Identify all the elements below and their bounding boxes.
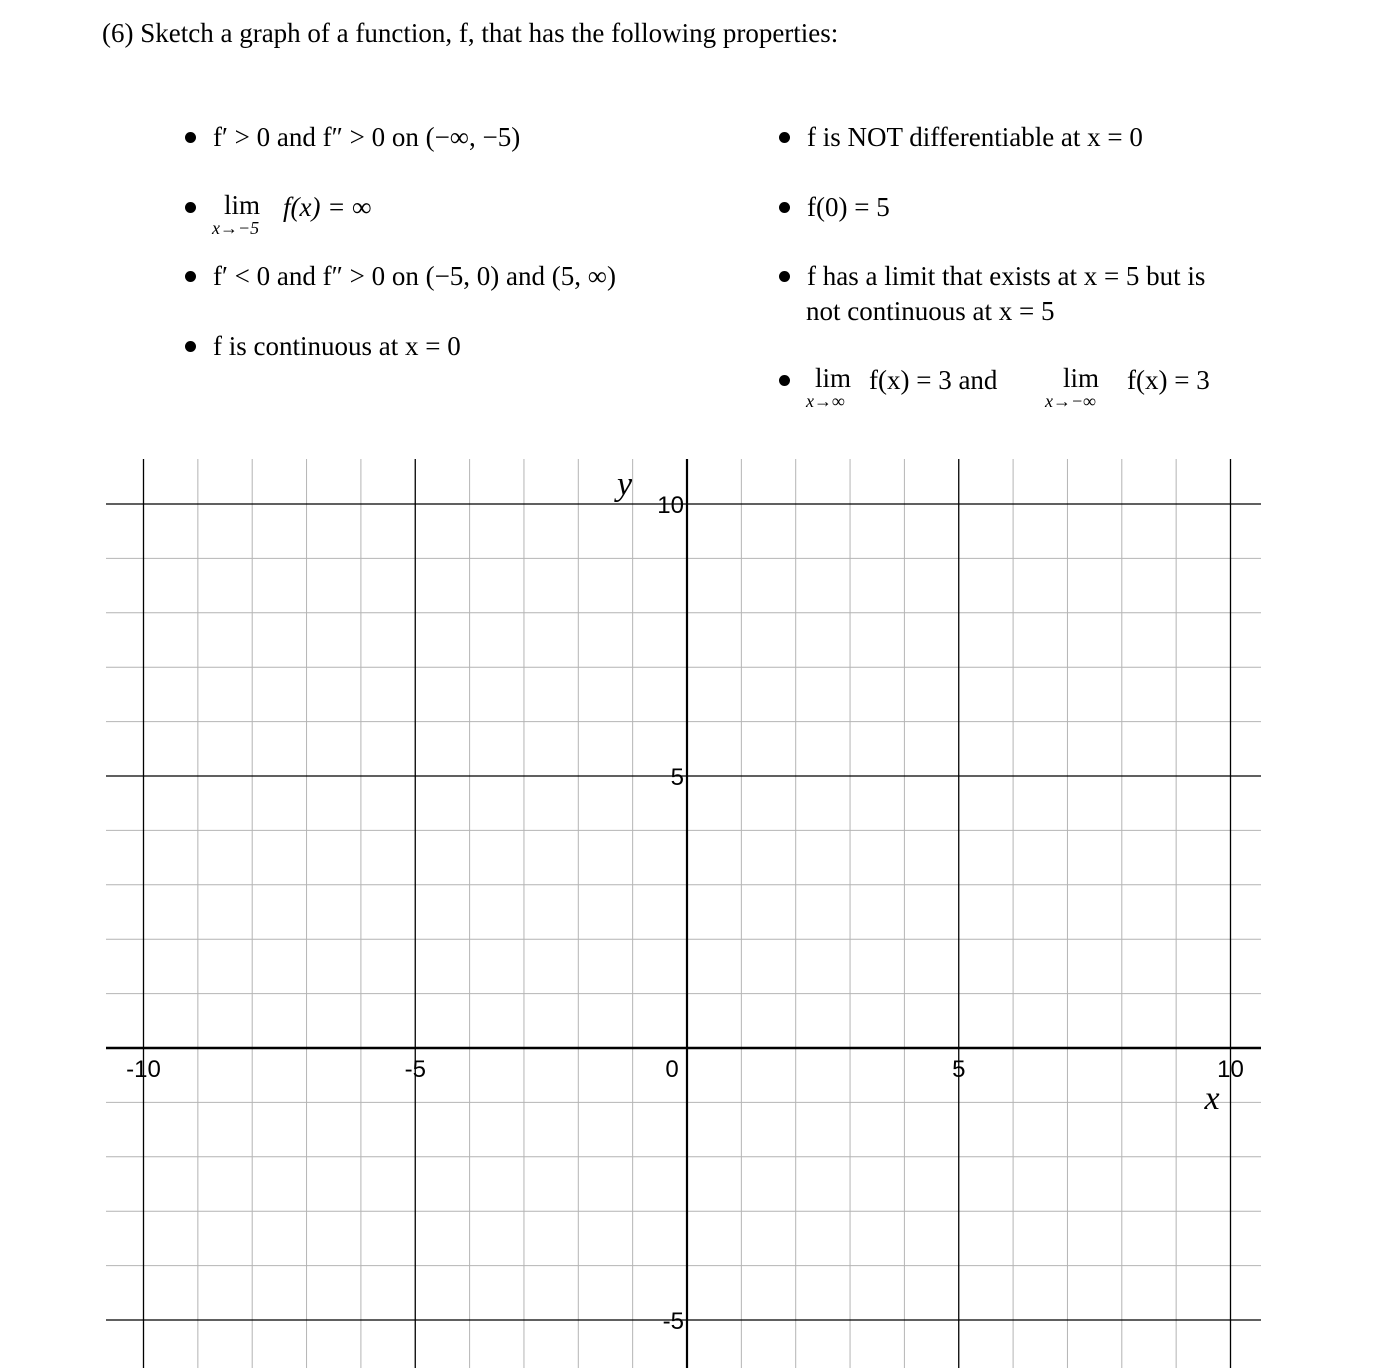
limit-operator: lim <box>224 190 261 220</box>
property-horizontal-asymptote-left: f(x) = 3 <box>1127 365 1210 395</box>
x-tick-label: -10 <box>126 1056 161 1083</box>
property-continuous-at-zero: f is continuous at x = 0 <box>213 331 461 361</box>
property-removable-discontinuity-line2: not continuous at x = 5 <box>806 296 1055 326</box>
x-tick-label: 10 <box>1217 1056 1244 1083</box>
property-increasing-concave-up: f′ > 0 and f″ > 0 on (−∞, −5) <box>213 122 521 152</box>
x-tick-label: 5 <box>952 1056 966 1083</box>
property-removable-discontinuity-line1: f has a limit that exists at x = 5 but is <box>807 261 1206 291</box>
limit-subscript: x→∞ <box>806 391 845 411</box>
x-axis-label: x <box>1204 1080 1220 1117</box>
property-decreasing-concave-up: f′ < 0 and f″ > 0 on (−5, 0) and (5, ∞) <box>213 261 616 291</box>
limit-subscript: x→−5 <box>212 218 260 238</box>
y-tick-label: 5 <box>670 764 684 791</box>
property-horizontal-asymptote-right: f(x) = 3 and <box>869 365 998 395</box>
property-not-differentiable: f is NOT differentiable at x = 0 <box>807 122 1143 152</box>
property-f-of-zero: f(0) = 5 <box>807 192 890 222</box>
property-vertical-asymptote: f(x) = ∞ <box>283 192 372 222</box>
limit-operator: lim <box>815 363 852 393</box>
x-tick-label: -5 <box>404 1056 426 1083</box>
y-axis-label: y <box>617 466 633 503</box>
x-tick-label: 0 <box>665 1056 679 1083</box>
limit-subscript: x→−∞ <box>1045 391 1096 411</box>
y-tick-label: -5 <box>662 1308 684 1335</box>
y-tick-label: 10 <box>657 492 684 519</box>
limit-operator: lim <box>1063 363 1100 393</box>
problem-title: (6) Sketch a graph of a function, f, that has the following properties: <box>102 18 839 48</box>
